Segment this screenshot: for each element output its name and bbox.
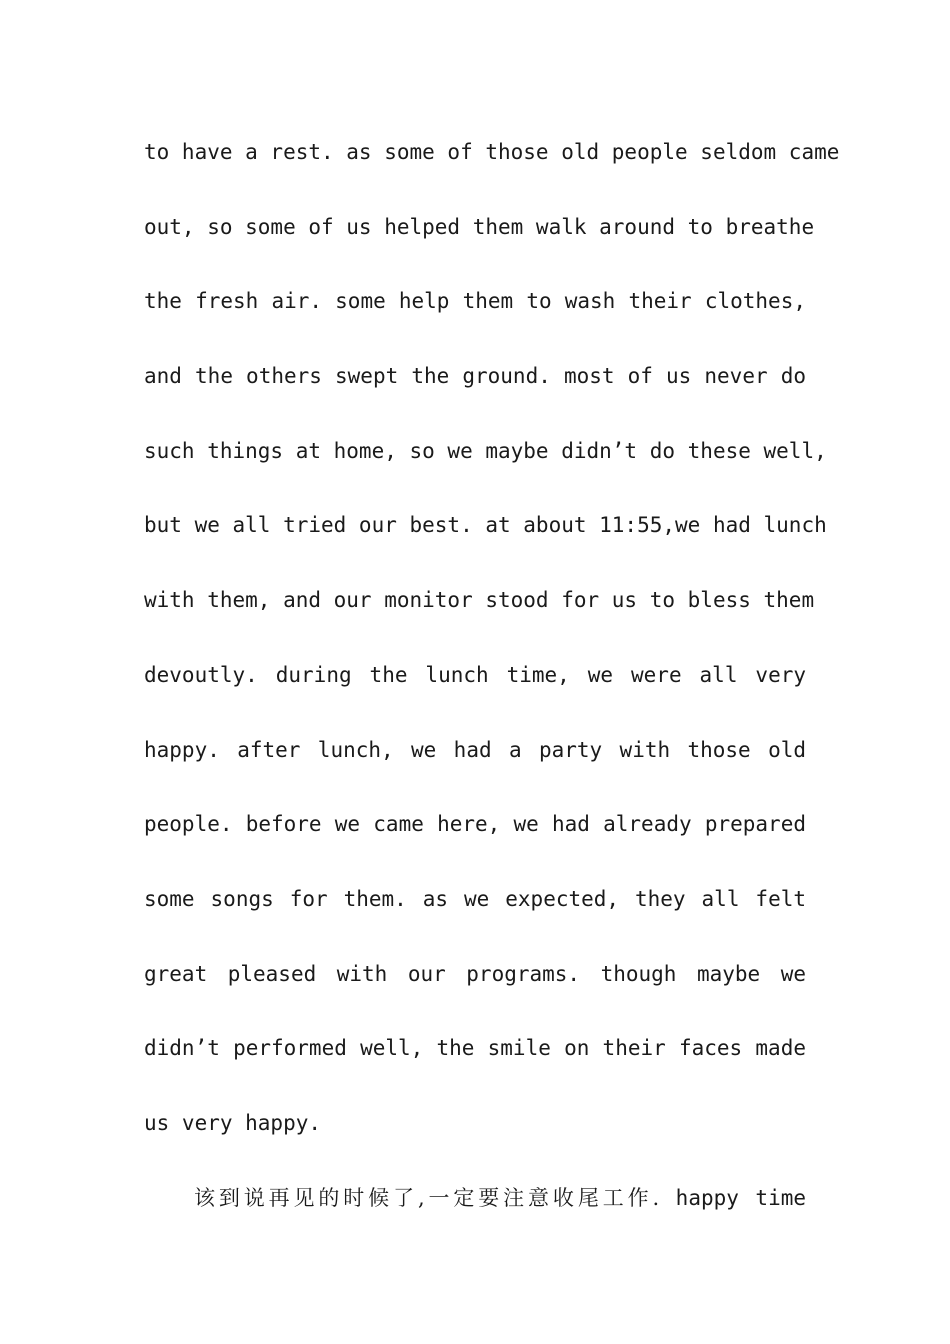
text-line: such things at home, so we maybe didn’t do these well, xyxy=(144,438,827,463)
text-line: but we all tried our best. at about 11:55,we had lunch xyxy=(144,513,827,538)
text-line: the fresh air. some help them to wash their clothes, xyxy=(144,289,806,314)
text-line: to have a rest. as some of those old people seldom came xyxy=(144,140,840,164)
text-line: some songs for them. as we expected, they all felt xyxy=(144,886,806,911)
text-line: didn’t performed well, the smile on their faces made xyxy=(144,1036,806,1061)
text-line: out, so some of us helped them walk around to breathe xyxy=(144,214,815,239)
chinese-text: 该到说再见的时候了,一定要注意收尾工作. xyxy=(194,1185,660,1210)
text-line: us very happy. xyxy=(144,1110,322,1135)
body-text xyxy=(144,127,840,1247)
text-line: great pleased with our programs. though maybe we xyxy=(144,961,806,986)
paragraph-start-line xyxy=(144,1173,806,1248)
text-line: people. before we came here, we had already prepared xyxy=(144,812,806,837)
text-line: devoutly. during the lunch time, we were all very xyxy=(144,662,806,687)
english-text: happy time xyxy=(659,1185,806,1210)
text-line: happy. after lunch, we had a party with those old xyxy=(144,737,806,762)
text-line: with them, and our monitor stood for us to bless them xyxy=(144,588,815,613)
text-line: and the others swept the ground. most of us never do xyxy=(144,364,806,389)
